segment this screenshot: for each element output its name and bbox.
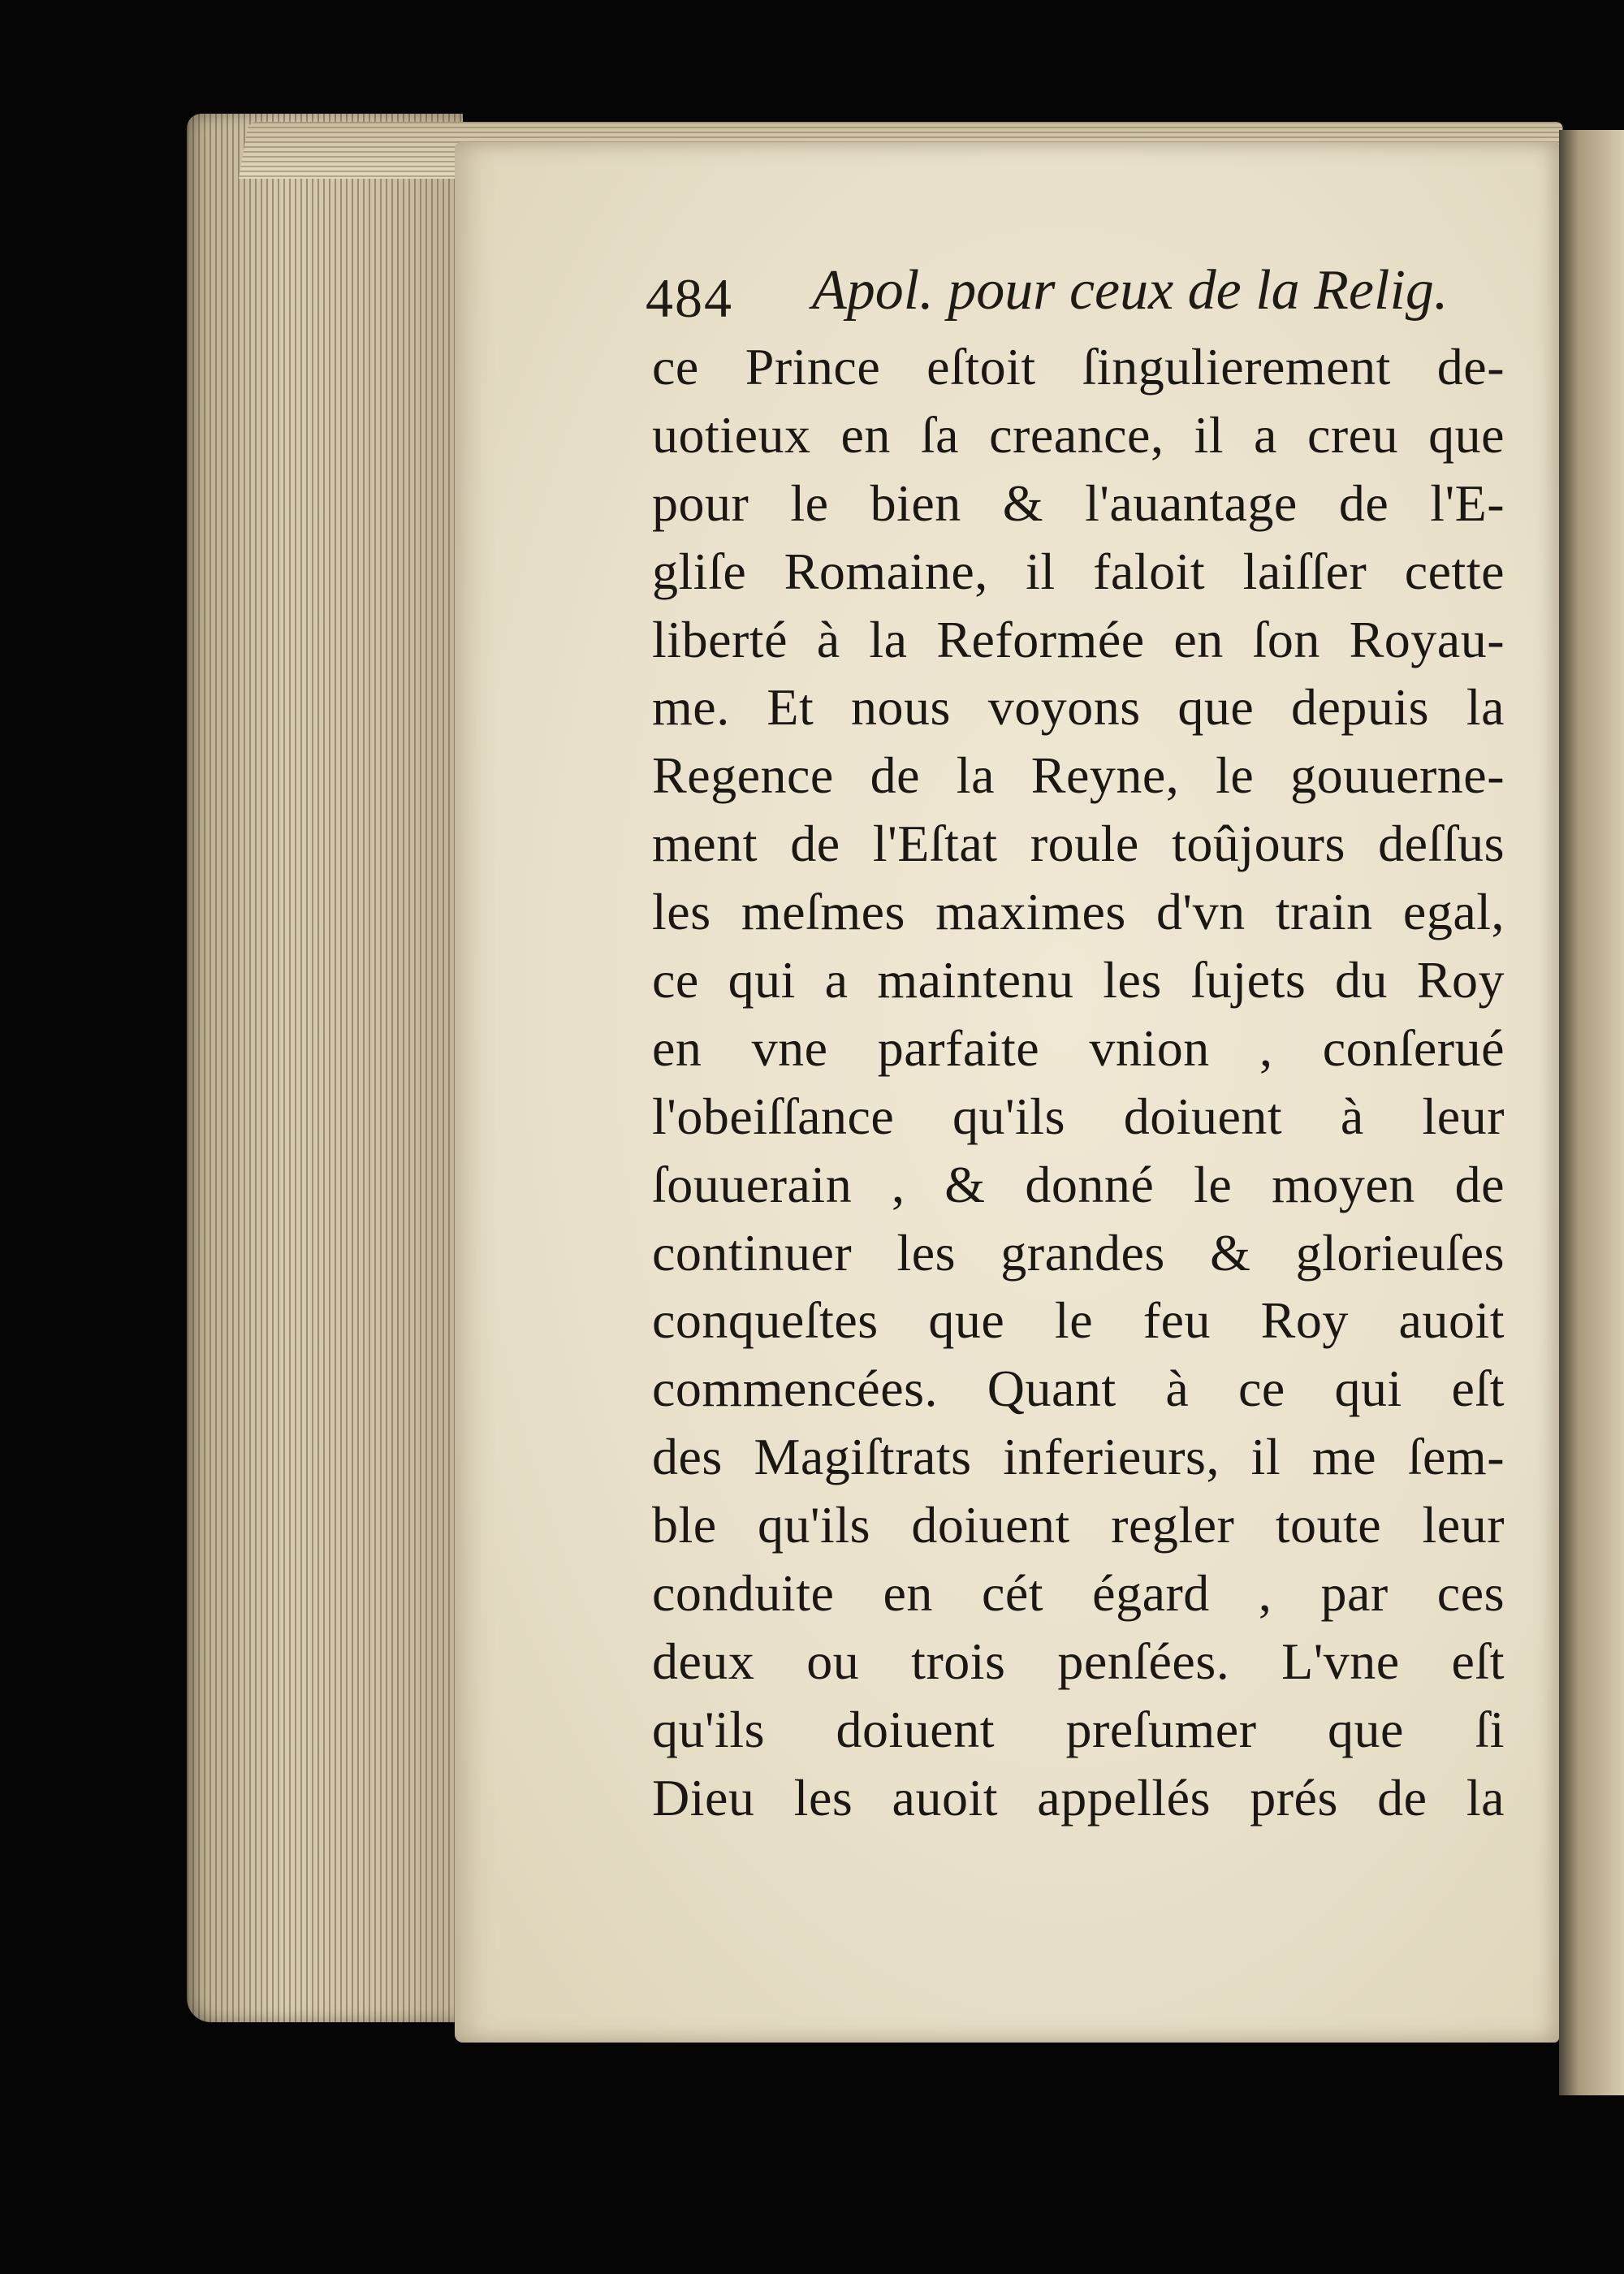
text-line: conduite en cét égard , par ces	[652, 1564, 1505, 1623]
text-line: ce Prince eſtoit ſingulierement de-	[652, 338, 1505, 396]
text-line: uotieux en ſa creance, il a creu que	[652, 405, 1505, 464]
running-title: Apol. pour ceux de la Relig.	[812, 259, 1449, 322]
text-line: liberté à la Reformée en ſon Royau-	[652, 610, 1505, 668]
text-line: conqueſtes que le feu Roy auoit	[652, 1291, 1505, 1350]
text-line: commencées. Quant à ce qui eſt	[652, 1360, 1505, 1418]
page-fore-edge	[187, 114, 463, 2022]
page-number: 484	[646, 267, 733, 329]
page-header	[646, 258, 1458, 339]
text-line: me. Et nous voyons que depuis la	[652, 678, 1505, 737]
text-line: qu'ils doiuent preſumer que ſi	[652, 1700, 1505, 1758]
text-line: ble qu'ils doiuent regler toute leur	[652, 1496, 1505, 1554]
show-through-mark	[812, 1848, 1056, 1896]
text-line: pour le bien & l'auantage de l'E-	[652, 473, 1505, 532]
text-line: ment de l'Eſtat roule toûjours deſſus	[652, 815, 1505, 873]
text-line: l'obeiſſance qu'ils doiuent à leur	[652, 1087, 1505, 1145]
text-line: continuer les grandes & glorieuſes	[652, 1223, 1505, 1282]
text-line: en vne parfaite vnion , conſerué	[652, 1018, 1505, 1077]
facing-page-edge	[1559, 130, 1624, 2095]
text-line: gliſe Romaine, il faloit laiſſer cette	[652, 542, 1505, 600]
text-line: des Magiſtrats inferieurs, il me ſem-	[652, 1428, 1505, 1486]
text-line: les meſmes maximes d'vn train egal,	[652, 883, 1505, 941]
text-line: deux ou trois penſées. L'vne eſt	[652, 1632, 1505, 1690]
text-line: Regence de la Reyne, le gouuerne-	[652, 746, 1505, 805]
text-line: Dieu les auoit appellés prés de la	[652, 1768, 1505, 1827]
text-line: ſouuerain , & donné le moyen de	[652, 1155, 1505, 1213]
body-text	[652, 333, 1505, 1832]
text-line: ce qui a maintenu les ſujets du Roy	[652, 951, 1505, 1009]
